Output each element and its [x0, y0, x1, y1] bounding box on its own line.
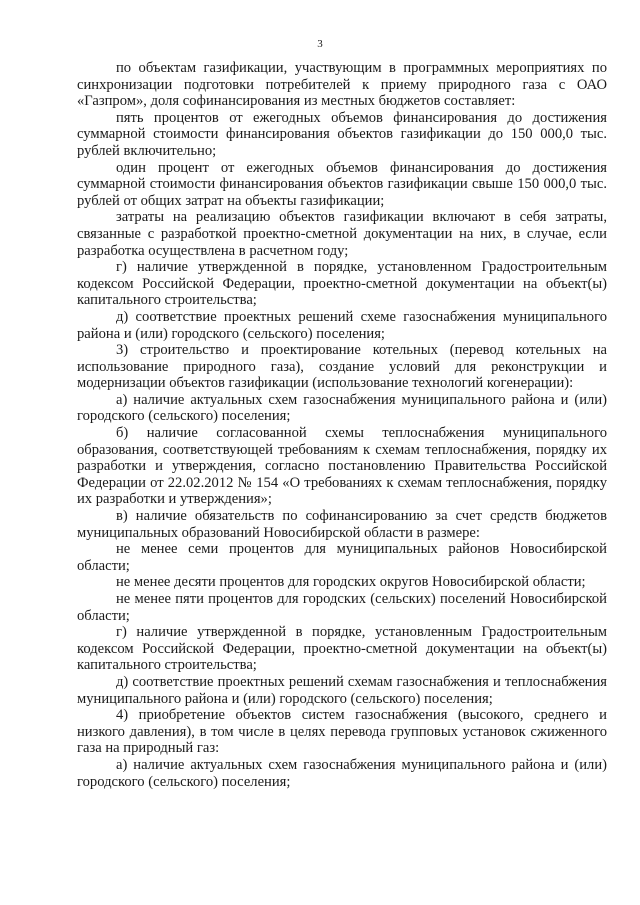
document-body — [77, 60, 607, 790]
paragraph-one-percent: один процент от ежегодных объемов финансирования до достижения суммарной стоимости финансирования объектов газификации свыше 150 000,0 тыс. рублей от общих затрат на объекты газификации; — [77, 159, 607, 209]
paragraph-item-g-documentation: г) наличие утвержденной в порядке, установленном Градостроительным кодексом Российской Федерации, проектно-сметной документации на объект(ы) капитального строительства; — [77, 259, 607, 309]
paragraph-intro-cofinancing: по объектам газификации, участвующим в программных мероприятиях по синхронизации подготовки потребителей к приему природного газа с ОАО «Газпром», доля софинансирования из местных бюджетов составляет: — [77, 60, 607, 110]
paragraph-item-a-gas-schemes: а) наличие актуальных схем газоснабжения муниципального района и (или) городского (сельского) поселения; — [77, 391, 607, 425]
paragraph-item-3-boilers: 3) строительство и проектирование котельных (перевод котельных на использование природного газа), создание условий для реконструкции и модернизации объектов газификации (использование технологий когенерации): — [77, 342, 607, 392]
paragraph-item-g-documentation-2: г) наличие утвержденной в порядке, установленным Градостроительным кодексом Российской Федерации, проектно-сметной документации на объект(ы) капитального строительства; — [77, 624, 607, 674]
paragraph-ten-percent: не менее десяти процентов для городских округов Новосибирской области; — [116, 574, 586, 591]
paragraph-item-d-gas-heat-schemes: д) соответствие проектных решений схемам газоснабжения и теплоснабжения муниципального района и (или) городского (сельского) поселения; — [77, 673, 607, 707]
page-number: 3 — [317, 38, 323, 50]
paragraph-item-d-gas-scheme: д) соответствие проектных решений схеме газоснабжения муниципального района и (или) городского (сельского) поселения; — [77, 308, 607, 342]
paragraph-item-4-acquisition: 4) приобретение объектов систем газоснабжения (высокого, среднего и низкого давления), в том числе в целях перевода групповых установок сжиженного газа на природный газ: — [77, 707, 607, 757]
paragraph-five-percent: пять процентов от ежегодных объемов финансирования до достижения суммарной стоимости финансирования объектов газификации до 150 000,0 тыс. рублей включительно; — [77, 109, 607, 159]
paragraph-five-percent-settlements: не менее пяти процентов для городских (сельских) поселений Новосибирской области; — [77, 591, 607, 624]
paragraph-item-a-gas-schemes-2: а) наличие актуальных схем газоснабжения муниципального района и (или) городского (сельского) поселения; — [77, 756, 607, 790]
paragraph-costs: затраты на реализацию объектов газификации включают в себя затраты, связанные с разработкой проектно-сметной документации на них, в случае, если разработка осуществлена в расчетном году; — [77, 209, 607, 259]
paragraph-seven-percent: не менее семи процентов для муниципальных районов Новосибирской области; — [77, 541, 607, 574]
paragraph-item-b-heat-scheme: б) наличие согласованной схемы теплоснабжения муниципального образования, соответствующей требованиям к схемам теплоснабжения, порядку их разработки и утверждения, согласно постановлению Правительства Российской Федерации от 22.02.2012 № 154 «О требованиях к схемам теплоснабжения, порядку их разработки и утверждения»; — [77, 425, 607, 508]
paragraph-item-v-obligations: в) наличие обязательств по софинансированию за счет средств бюджетов муниципальных образований Новосибирской области в размере: — [77, 508, 607, 541]
